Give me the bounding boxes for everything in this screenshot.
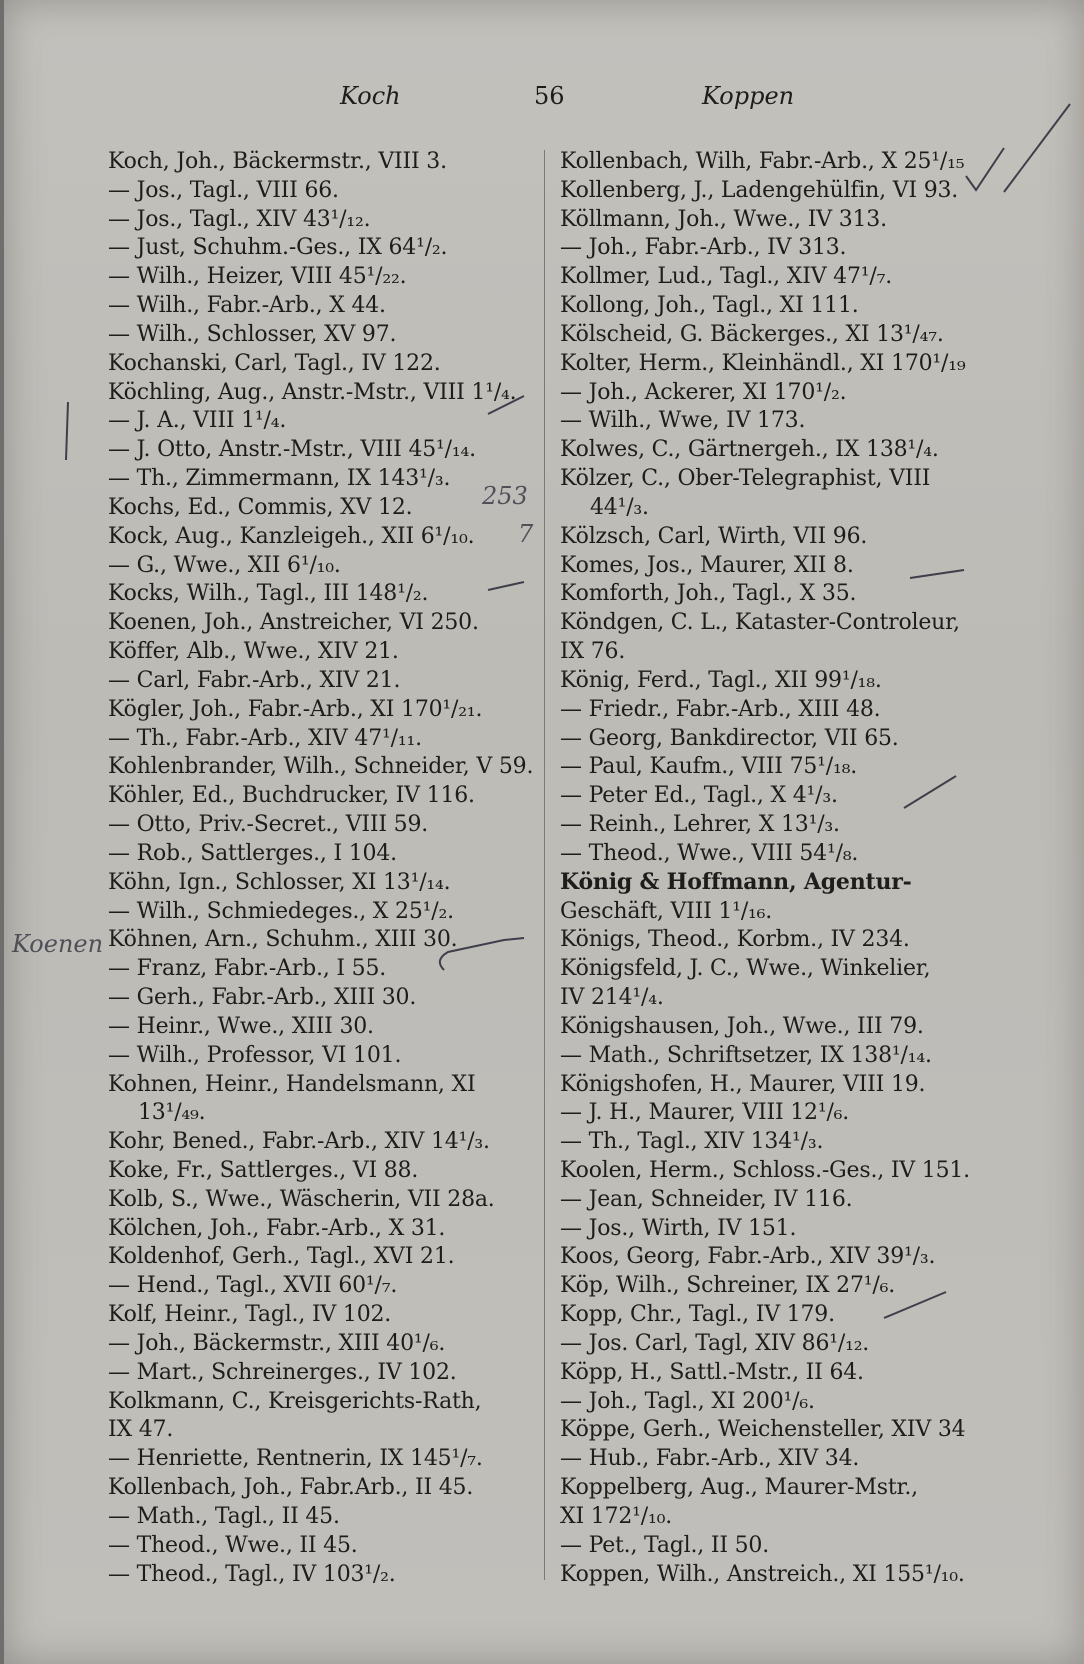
directory-entry: Koolen, Herm., Schloss.-Ges., IV 151. — [560, 1157, 970, 1183]
directory-entry: — Jean, Schneider, IV 116. — [560, 1186, 853, 1212]
directory-entry: — Joh., Fabr.-Arb., IV 313. — [560, 235, 847, 261]
pencil-stroke-top-right — [1004, 104, 1070, 192]
directory-entry: — Th., Tagl., XIV 134¹/₃. — [560, 1129, 824, 1155]
directory-entry: — Wilh., Wwe, IV 173. — [560, 408, 806, 434]
directory-entry: Komforth, Joh., Tagl., X 35. — [560, 581, 857, 607]
directory-entry: — Theod., Tagl., IV 103¹/₂. — [108, 1561, 396, 1587]
directory-entry: — G., Wwe., XII 6¹/₁₀. — [108, 552, 341, 578]
directory-entry: Kollenbach, Joh., Fabr.Arb., II 45. — [108, 1475, 474, 1501]
directory-entry: Kohlenbrander, Wilh., Schneider, V 59. — [108, 754, 534, 780]
pencil-marks — [4, 0, 1084, 1664]
directory-entry: — Just, Schuhm.-Ges., IX 64¹/₂. — [108, 235, 448, 261]
directory-entry: Köhn, Ign., Schlosser, XI 13¹/₁₄. — [108, 869, 451, 895]
directory-entry: Kölchen, Joh., Fabr.-Arb., X 31. — [108, 1215, 446, 1241]
directory-entry: Köp, Wilh., Schreiner, IX 27¹/₆. — [560, 1273, 895, 1299]
directory-entry: — Wilh., Schmiedeges., X 25¹/₂. — [108, 898, 454, 924]
page-number: 56 — [534, 82, 565, 110]
directory-entry: — Jos., Tagl., VIII 66. — [108, 177, 339, 203]
directory-entry: Königshausen, Joh., Wwe., III 79. — [560, 1013, 924, 1039]
directory-entry: Kocks, Wilh., Tagl., III 148¹/₂. — [108, 581, 429, 607]
directory-entry: — Otto, Priv.-Secret., VIII 59. — [108, 812, 429, 838]
directory-entry: Kochs, Ed., Commis, XV 12. — [108, 494, 413, 520]
directory-entry: Köllmann, Joh., Wwe., IV 313. — [560, 206, 887, 232]
pencil-check-mark — [966, 148, 1004, 190]
directory-entry: Kolkmann, C., Kreisgerichts-Rath, — [108, 1388, 482, 1414]
directory-entry: Kollenberg, J., Ladengehülfin, VI 93. — [560, 177, 959, 203]
directory-entry: — Gerh., Fabr.-Arb., XIII 30. — [108, 985, 417, 1011]
directory-entry: Köpp, H., Sattl.-Mstr., II 64. — [560, 1359, 864, 1385]
directory-entry: — Reinh., Lehrer, X 13¹/₃. — [560, 812, 840, 838]
directory-entry: Köhnen, Arn., Schuhm., XIII 30. — [108, 927, 458, 953]
handwritten-margin-koenen: Koenen — [12, 930, 104, 958]
directory-entry: Koch, Joh., Bäckermstr., VIII 3. — [108, 149, 447, 174]
directory-entry: — Th., Fabr.-Arb., XIV 47¹/₁₁. — [108, 725, 422, 751]
handwritten-note-kochs: 253 — [482, 482, 528, 510]
directory-entry: — Wilh., Professor, VI 101. — [108, 1042, 402, 1068]
directory-entry: Geschäft, VIII 1¹/₁₆. — [560, 898, 773, 924]
header-left-keyword: Koch — [340, 82, 401, 110]
header-right-keyword: Koppen — [702, 82, 795, 110]
directory-entry: — Wilh., Heizer, VIII 45¹/₂₂. — [108, 264, 407, 290]
directory-entry: Königshofen, H., Maurer, VIII 19. — [560, 1071, 926, 1097]
directory-entry: — Wilh., Schlosser, XV 97. — [108, 321, 397, 347]
directory-entry: König, Ferd., Tagl., XII 99¹/₁₈. — [560, 667, 882, 693]
directory-entry: Kölscheid, G. Bäckerges., XI 13¹/₄₇. — [560, 321, 944, 347]
directory-entry: Köndgen, C. L., Kataster-Controleur, — [560, 610, 960, 636]
directory-entry: Koke, Fr., Sattlerges., VI 88. — [108, 1157, 419, 1183]
directory-page — [4, 0, 1084, 1664]
directory-entry: 13¹/₄₉. — [138, 1100, 206, 1126]
directory-entry: Kolb, S., Wwe., Wäscherin, VII 28a. — [108, 1186, 495, 1212]
directory-entry: Kolter, Herm., Kleinhändl., XI 170¹/₁₉ — [560, 350, 966, 376]
directory-entry: — Friedr., Fabr.-Arb., XIII 48. — [560, 696, 881, 722]
directory-entry: Königsfeld, J. C., Wwe., Winkelier, — [560, 956, 931, 982]
directory-entry: — Pet., Tagl., II 50. — [560, 1532, 769, 1558]
directory-entry: — Heinr., Wwe., XIII 30. — [108, 1013, 374, 1039]
directory-entry: Koppelberg, Aug., Maurer-Mstr., — [560, 1475, 918, 1501]
pencil-stroke-kocks — [488, 582, 524, 590]
directory-entry: Kolwes, C., Gärtnergeh., IX 138¹/₄. — [560, 437, 939, 463]
directory-entry: Kögler, Joh., Fabr.-Arb., XI 170¹/₂₁. — [108, 696, 483, 722]
directory-entry: Kollong, Joh., Tagl., XI 111. — [560, 293, 859, 319]
directory-entry: Kollenbach, Wilh, Fabr.-Arb., X 25¹/₁₅ — [560, 149, 965, 174]
directory-entry: Kolf, Heinr., Tagl., IV 102. — [108, 1302, 392, 1328]
directory-entry: — Math., Schriftsetzer, IX 138¹/₁₄. — [560, 1042, 932, 1068]
directory-entry: XI 172¹/₁₀. — [560, 1503, 673, 1529]
directory-entry: — Theod., Wwe., VIII 54¹/₈. — [560, 840, 859, 866]
directory-entry: Köffer, Alb., Wwe., XIV 21. — [108, 639, 399, 665]
directory-entry: — Franz, Fabr.-Arb., I 55. — [108, 956, 387, 982]
directory-entry: — Joh., Tagl., XI 200¹/₆. — [560, 1388, 815, 1414]
directory-entry: Kochanski, Carl, Tagl., IV 122. — [108, 350, 441, 376]
directory-entry: — Joh., Ackerer, XI 170¹/₂. — [560, 379, 847, 405]
directory-entry: Köppe, Gerh., Weichensteller, XIV 34 — [560, 1417, 966, 1443]
directory-entry: Kopp, Chr., Tagl., IV 179. — [560, 1302, 835, 1328]
directory-entry: — Peter Ed., Tagl., X 4¹/₃. — [560, 783, 838, 809]
directory-entry: Köchling, Aug., Anstr.-Mstr., VIII 1¹/₄. — [108, 379, 517, 405]
directory-entry: — Math., Tagl., II 45. — [108, 1503, 340, 1529]
directory-entry: — J. H., Maurer, VIII 12¹/₆. — [560, 1100, 850, 1126]
directory-entry: Kollmer, Lud., Tagl., XIV 47¹/₇. — [560, 264, 893, 290]
directory-entry: Kock, Aug., Kanzleigeh., XII 6¹/₁₀. — [108, 523, 475, 549]
directory-entry: Koos, Georg, Fabr.-Arb., XIV 39¹/₃. — [560, 1244, 936, 1270]
directory-entry: IX 47. — [108, 1417, 174, 1443]
directory-entry: — Th., Zimmermann, IX 143¹/₃. — [108, 466, 451, 492]
pencil-stroke-komforth — [910, 570, 964, 578]
directory-entry: 44¹/₃. — [590, 494, 649, 520]
directory-entry: Kohnen, Heinr., Handelsmann, XI — [108, 1071, 476, 1097]
directory-entry: — Jos., Tagl., XIV 43¹/₁₂. — [108, 206, 371, 232]
directory-entry: — Wilh., Fabr.-Arb., X 44. — [108, 293, 386, 319]
directory-entry: — Henriette, Rentnerin, IX 145¹/₇. — [108, 1446, 483, 1472]
directory-entry: — J. A., VIII 1¹/₄. — [108, 408, 287, 434]
directory-entry: — Hend., Tagl., XVII 60¹/₇. — [108, 1273, 398, 1299]
directory-entry: — Hub., Fabr.-Arb., XIV 34. — [560, 1446, 860, 1472]
pencil-stroke-peter — [904, 776, 956, 808]
directory-entry: — Jos., Wirth, IV 151. — [560, 1215, 797, 1241]
directory-entry: Koppen, Wilh., Anstreich., XI 155¹/₁₀. — [560, 1561, 965, 1587]
directory-entry: — Mart., Schreinerges., IV 102. — [108, 1359, 457, 1385]
directory-entry: König & Hoffmann, Agentur- — [560, 868, 912, 895]
handwritten-note-kock: 7 — [518, 520, 534, 548]
directory-entry: — Jos. Carl, Tagl, XIV 86¹/₁₂. — [560, 1330, 870, 1356]
directory-entry: Kölzsch, Carl, Wirth, VII 96. — [560, 523, 868, 549]
directory-entry: — J. Otto, Anstr.-Mstr., VIII 45¹/₁₄. — [108, 437, 476, 463]
directory-entry: Köhler, Ed., Buchdrucker, IV 116. — [108, 783, 475, 809]
directory-entry: Kölzer, C., Ober-Telegraphist, VIII — [560, 466, 931, 492]
directory-entry: — Carl, Fabr.-Arb., XIV 21. — [108, 667, 401, 693]
directory-entry: Koldenhof, Gerh., Tagl., XVI 21. — [108, 1244, 455, 1270]
pencil-stroke-koechling — [488, 396, 524, 414]
directory-entry: — Rob., Sattlerges., I 104. — [108, 840, 397, 866]
directory-entry: Kohr, Bened., Fabr.-Arb., XIV 14¹/₃. — [108, 1129, 490, 1155]
directory-entry: — Theod., Wwe., II 45. — [108, 1532, 358, 1558]
directory-entry: Königs, Theod., Korbm., IV 234. — [560, 927, 910, 953]
directory-entry: IV 214¹/₄. — [560, 985, 664, 1011]
directory-entry: — Paul, Kaufm., VIII 75¹/₁₈. — [560, 754, 858, 780]
pencil-stroke-kopp — [884, 1292, 946, 1318]
directory-entry: — Georg, Bankdirector, VII 65. — [560, 725, 899, 751]
directory-entry: Komes, Jos., Maurer, XII 8. — [560, 552, 854, 578]
directory-entry: — Joh., Bäckermstr., XIII 40¹/₆. — [108, 1330, 446, 1356]
pencil-stroke-franz — [440, 938, 524, 970]
pencil-margin-line — [66, 402, 68, 460]
directory-entry: Koenen, Joh., Anstreicher, VI 250. — [108, 610, 479, 636]
directory-entry: IX 76. — [560, 639, 626, 665]
